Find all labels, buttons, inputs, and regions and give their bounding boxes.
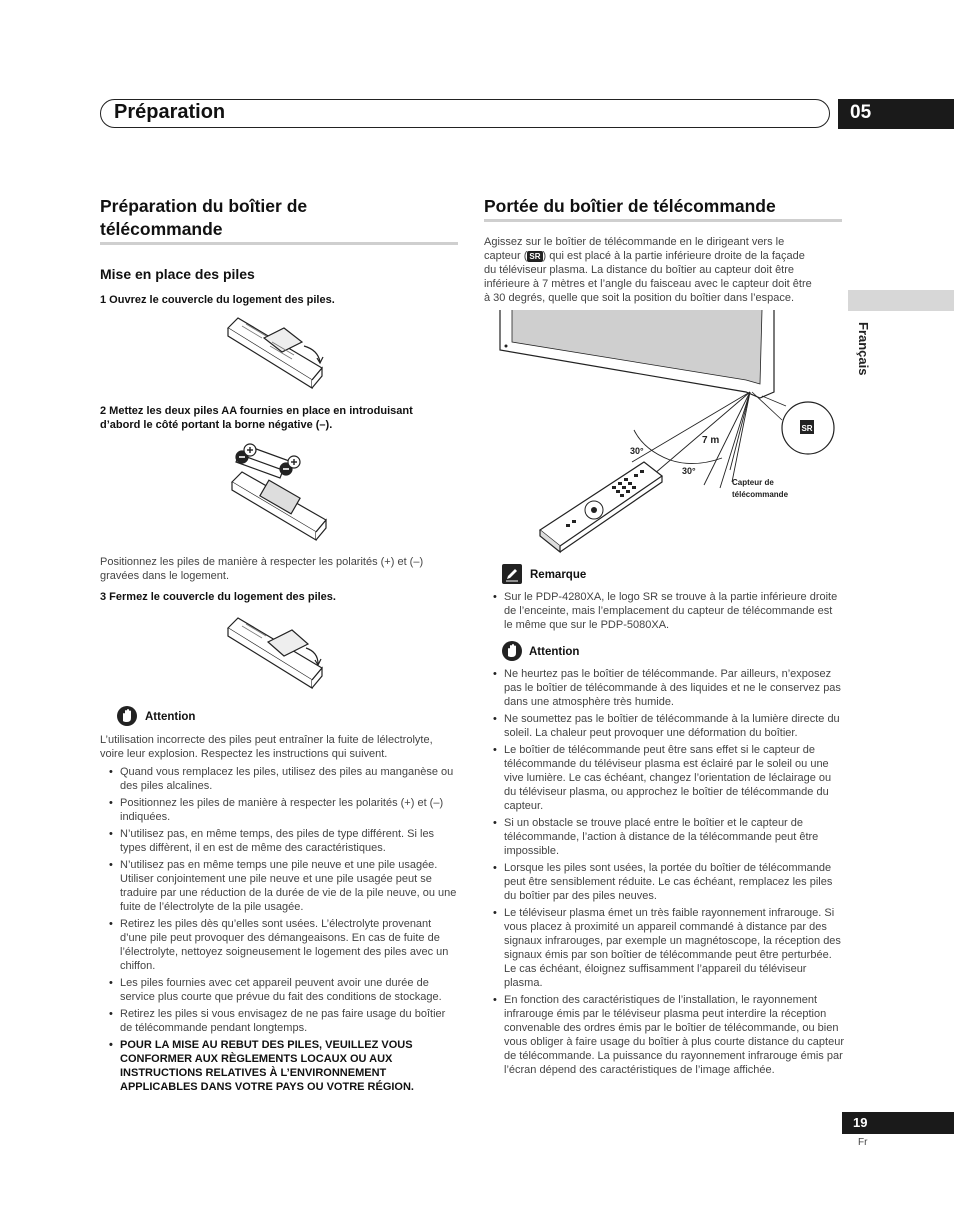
remarque-title: Remarque xyxy=(530,569,587,581)
subheading-batteries: Mise en place des piles xyxy=(100,266,255,282)
polarity-note: Positionnez les piles de manière à respecter les polarités (+) et (–) gravées dans le logement. xyxy=(100,556,424,582)
remarque-list xyxy=(492,590,842,635)
list-item: • Quand vous remplacez les piles, utilisez des piles au manganèse ou des piles alcalines. xyxy=(108,765,460,793)
right-attention-title: Attention xyxy=(529,646,580,658)
list-item-disposal: • POUR LA MISE AU REBUT DES PILES, VEUILLEZ VOUS CONFORMER AUX RÈGLEMENTS LOCAUX OU AUX INSTRUCTIONS RELATIVES À L’ENVIRONNEMENT APPLICABLES DANS VOTRE PAYS OU VOTRE RÉGION. xyxy=(108,1038,460,1094)
angle-label-bottom: 30° xyxy=(682,466,696,476)
list-item: • Les piles fournies avec cet appareil peuvent avoir une durée de service plus courte que prévue du fait des conditions de stockage. xyxy=(108,976,460,1004)
distance-label: 7 m xyxy=(702,435,720,446)
remote-control-drawing xyxy=(540,462,662,552)
list-item: • Positionnez les piles de manière à respecter les polarités (+) et (–) indiquées. xyxy=(108,796,460,824)
sensor-label-line1: Capteur de xyxy=(732,478,774,487)
sr-logo-inline: SR xyxy=(529,251,541,261)
list-item: • Si un obstacle se trouve placé entre le boîtier et le capteur de télécommande, l’action à distance de la télécommande peut être impossible. xyxy=(492,816,844,858)
sensor-label-line2: télécommande xyxy=(732,490,789,499)
list-item: • Le téléviseur plasma émet un très faible rayonnement infrarouge. Si vous placez à proximité un appareil commandé à distance par des signaux infrarouges, par exemple un magnétoscope, la réception des signaux émis par son boîtier de télécommande peut être perturbée. Le cas échéant, éloignez suffisamment l’appareil du téléviseur plasma. xyxy=(492,906,844,990)
step-3: 3 Fermez le couvercle du logement des piles. xyxy=(100,591,336,603)
sr-logo-text: SR xyxy=(801,424,813,433)
list-item: • Lorsque les piles sont usées, la portée du boîtier de télécommande peut être sensiblement réduite. Le cas échéant, remplacez les piles du boîtier par des piles neuves. xyxy=(492,861,844,903)
list-item: • N’utilisez pas, en même temps, des piles de type différent. Si les types diffèrent, il en est de même des caractéristiques. xyxy=(108,827,460,855)
language-label: Français xyxy=(856,322,871,376)
right-attention-list xyxy=(492,667,844,1080)
battery-insertion-illustration xyxy=(222,442,334,544)
remote-open-cover-illustration xyxy=(222,310,334,390)
hand-stop-icon xyxy=(117,706,137,726)
page-number: 19 xyxy=(853,1115,868,1130)
range-intro: Agissez sur le boîtier de télécommande en le dirigeant vers le capteur ( SR ) qui est placé à la partie inférieure droite de la façade du téléviseur plasma. La distance du boîtier au capteur doit être inférieure à 7 mètres et l’angle du faisceau avec le capteur doit être à 30 degrés, quelle que soit la position du boîtier dans l’espace. xyxy=(484,236,812,304)
step-2: 2 Mettez les deux piles AA fournies en place en introduisant d’abord le côté portant la borne négative (–). xyxy=(100,405,413,431)
list-item: • Ne heurtez pas le boîtier de télécommande. Par ailleurs, n’exposez pas le boîtier de télécommande à des liquides et ne le conservez pas dans une atmosphère très humide. xyxy=(492,667,844,709)
list-item: • Sur le PDP-4280XA, le logo SR se trouve à la partie inférieure droite de l’enceinte, mais l’emplacement du capteur de télécommande est le même que sur le PDP-5080XA. xyxy=(492,590,842,632)
list-item: • Retirez les piles dès qu’elles sont usées. L’électrolyte provenant d’une pile peut provoquer des démangeaisons. En cas de fuite de l’électrolyte, nettoyez soigneusement le logement des piles avec un chiffon. xyxy=(108,917,460,973)
left-section-heading: Préparation du boîtier de télécommande xyxy=(100,196,308,239)
right-section-heading: Portée du boîtier de télécommande xyxy=(484,196,776,216)
list-item: • Le boîtier de télécommande peut être sans effet si le capteur de télécommande du téléviseur plasma est éclairé par le soleil ou une vive lumière. Le cas échéant, changez l’orientation de léclairage ou du téléviseur plasma, ou approchez le boîtier de télécommande du capteur. xyxy=(492,743,844,813)
list-item: • Ne soumettez pas le boîtier de télécommande à la lumière directe du soleil. La chaleur peut provoquer une déformation du boîtier. xyxy=(492,712,844,740)
remote-close-cover-illustration xyxy=(222,610,334,692)
left-attention-intro: L’utilisation incorrecte des piles peut entraîner la fuite de lélectrolyte, voire leur explosion. Respectez les instructions qui suivent. xyxy=(100,734,433,760)
language-tab xyxy=(848,290,954,311)
left-heading-rule xyxy=(100,242,458,245)
list-item: • N’utilisez pas en même temps une pile neuve et une pile usagée. Utiliser conjointement une pile neuve et une pile usagée peut se traduire par une réduction de la durée de vie de la pile neuve, ou une fuite de l’électrolyte de la pile usagée. xyxy=(108,858,460,914)
left-attention-list xyxy=(108,765,460,1097)
angle-label-top: 30° xyxy=(630,446,644,456)
step-1: 1 Ouvrez le couvercle du logement des piles. xyxy=(100,294,335,306)
right-heading-rule xyxy=(484,219,842,222)
left-attention-title: Attention xyxy=(145,711,196,723)
pencil-note-icon xyxy=(502,564,522,584)
page-language-code: Fr xyxy=(858,1137,868,1148)
power-indicator xyxy=(505,345,508,348)
list-item: • En fonction des caractéristiques de l’installation, le rayonnement infrarouge émis par le téléviseur plasma peut interdire la réception convenable des ordres émis par le boîtier de télécommande, ou bien vous obliger à faire usage du boîtier à plus courte distance du capteur de télécommande. La puissance du rayonnement infrarouge émis par l’écran dépend des caractéristiques de l’image affichée. xyxy=(492,993,844,1077)
hand-stop-icon xyxy=(502,641,522,661)
page-title: Préparation xyxy=(114,101,226,123)
chapter-number: 05 xyxy=(850,102,872,123)
remote-range-diagram xyxy=(484,310,844,555)
list-item: • Retirez les piles si vous envisagez de ne pas faire usage du boîtier de télécommande pendant longtemps. xyxy=(108,1007,460,1035)
